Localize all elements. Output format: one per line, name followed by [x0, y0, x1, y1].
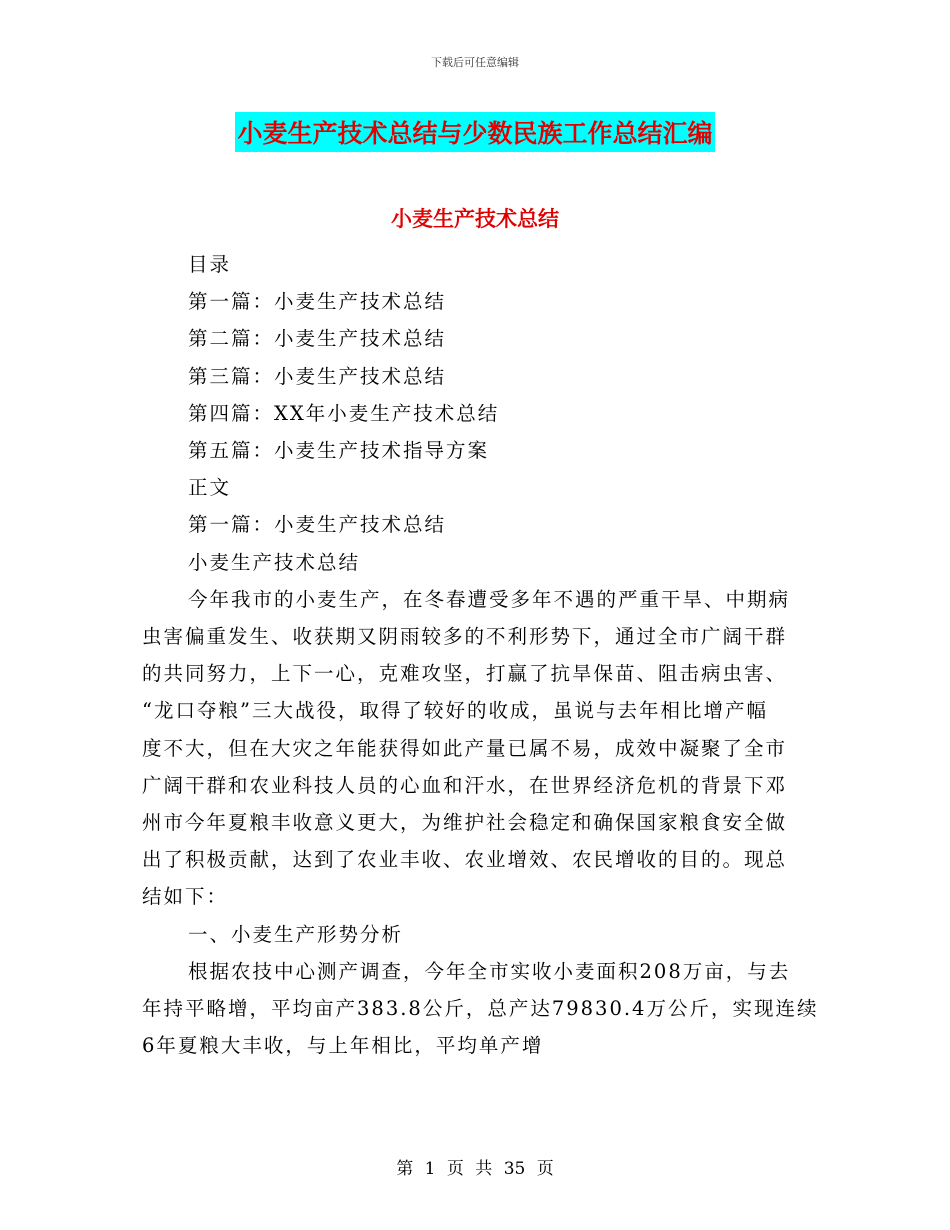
toc-item: 第一篇：小麦生产技术总结 [188, 290, 447, 314]
toc-item: 第五篇：小麦生产技术指导方案 [188, 439, 490, 463]
chapter-subtitle: 小麦生产技术总结 [188, 550, 361, 574]
paragraph-line: 广阔干群和农业科技人员的心血和汗水，在世界经济危机的背景下邓 [142, 773, 788, 797]
section-title: 小麦生产技术总结 [391, 206, 559, 231]
page-footer: 第 1 页 共 35 页 [396, 1159, 554, 1179]
chapter-title: 第一篇：小麦生产技术总结 [188, 513, 447, 537]
body-label: 正文 [188, 476, 232, 500]
paragraph-line: “龙口夺粮”三大战役，取得了较好的收成，虽说与去年相比增产幅 [142, 699, 768, 723]
paragraph-line: 根据农技中心测产调查，今年全市实收小麦面积208万亩，与去 [188, 959, 791, 983]
paragraph-line: 6年夏粮大丰收，与上年相比，平均单产增 [142, 1034, 544, 1058]
paragraph-line: 结如下： [142, 885, 229, 909]
paragraph-line: 年持平略增，平均亩产383.8公斤，总产达79830.4万公斤，实现连续 [142, 997, 819, 1021]
header-note: 下载后可任意编辑 [431, 56, 519, 69]
paragraph-line: 虫害偏重发生、收获期又阴雨较多的不利形势下，通过全市广阔干群 [142, 625, 788, 649]
paragraph-line: 出了积极贡献，达到了农业丰收、农业增效、农民增收的目的。现总 [142, 848, 788, 872]
toc-item: 第三篇：小麦生产技术总结 [188, 364, 447, 388]
document-title-container [0, 112, 950, 152]
paragraph-line: 今年我市的小麦生产，在冬春遭受多年不遇的严重干旱、中期病 [188, 587, 791, 611]
toc-item: 第四篇：XX年小麦生产技术总结 [188, 401, 500, 425]
paragraph-line: 州市今年夏粮丰收意义更大，为维护社会稳定和确保国家粮食安全做 [142, 811, 788, 835]
paragraph-intro [142, 581, 810, 916]
document-body [142, 246, 819, 1064]
document-title: 小麦生产技术总结与少数民族工作总结汇编 [235, 112, 714, 152]
toc-label: 目录 [188, 253, 232, 276]
paragraph-line: 的共同努力，上下一心，克难攻坚，打赢了抗旱保苗、阻击病虫害、 [142, 662, 788, 686]
paragraph-analysis [142, 953, 819, 1065]
section-heading: 一、小麦生产形势分析 [188, 922, 404, 946]
paragraph-line: 度不大，但在大灾之年能获得如此产量已属不易，成效中凝聚了全市 [142, 736, 788, 760]
toc-item: 第二篇：小麦生产技术总结 [188, 327, 447, 351]
